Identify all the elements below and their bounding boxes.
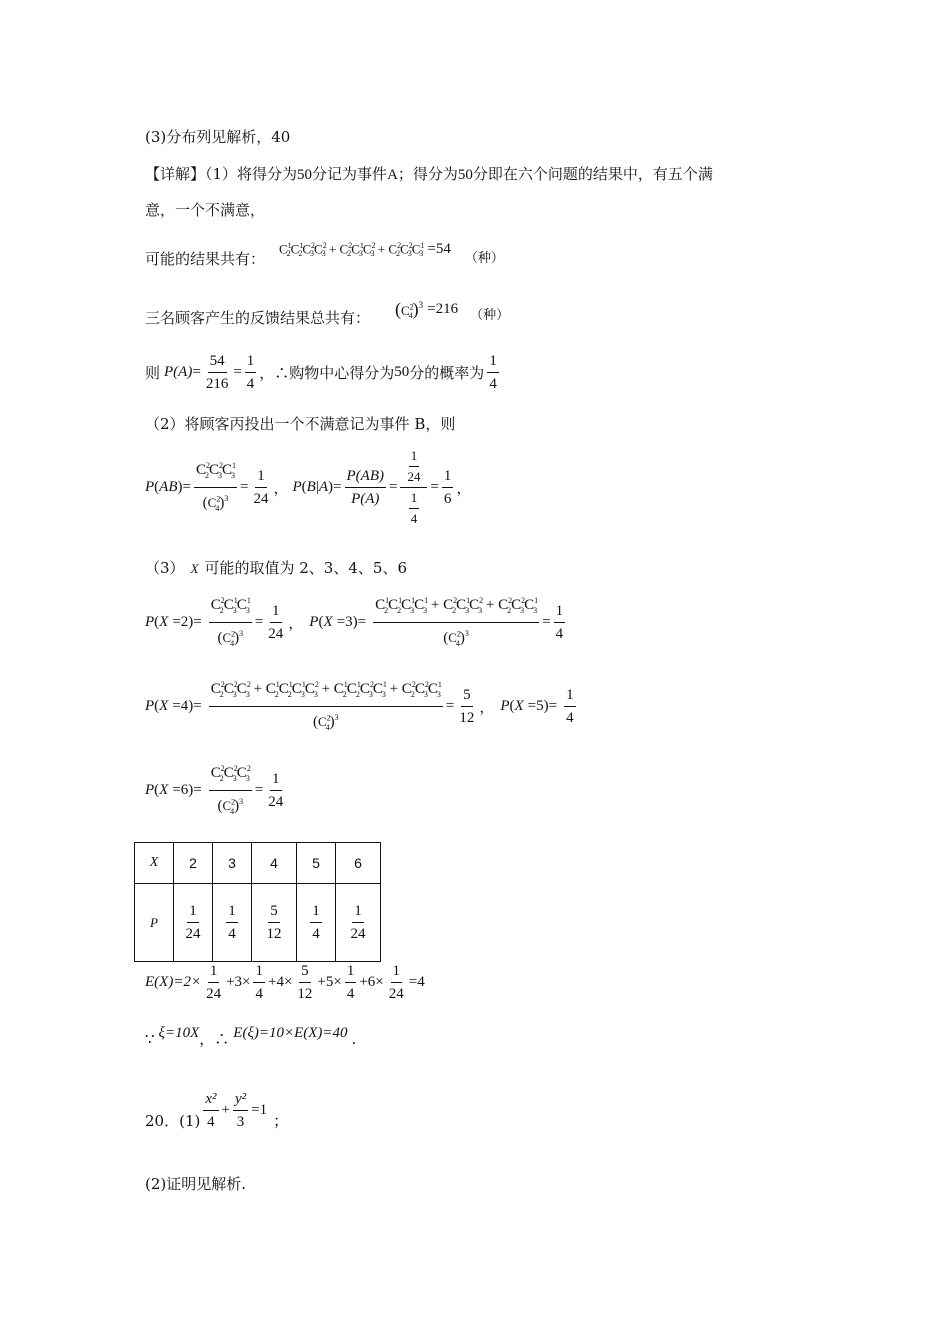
text: 分的概率为 — [409, 364, 485, 382]
value-cell: 5 — [297, 843, 336, 884]
total-line — [145, 308, 370, 328]
header-p: P — [135, 884, 174, 962]
frac-1-4: $\frac{1}{4}$ — [566, 686, 574, 726]
dot: . — [351, 1029, 357, 1048]
prob-cell: $\frac{1}{4}$ — [297, 884, 336, 962]
text: 【详解】（1）将得分为 — [145, 165, 298, 183]
frac-1-4: $\frac{1}{4}$ — [246, 353, 255, 392]
text: 20．(1) — [145, 1112, 201, 1130]
p-a: P(A) — [164, 364, 193, 380]
frac-1-24: $\frac{1}{24}$ — [268, 602, 284, 642]
frac-pab-pa: $\frac{P(AB)}{P(A)}$ — [346, 468, 384, 507]
frac-x2-4: $\frac{\text{x²}}{4}$ — [205, 1091, 217, 1130]
semicolon: ； — [273, 1112, 289, 1130]
value-cell: 2 — [174, 843, 213, 884]
text: 则 — [145, 364, 161, 382]
value-cell: 4 — [252, 843, 297, 884]
prob-cell: $\frac{1}{24}$ — [174, 884, 213, 962]
therefore: ，∴ — [199, 1030, 230, 1048]
frac-5-12: $\frac{5}{12}$ — [459, 686, 475, 726]
expect-head: E(X)=2× — [145, 974, 202, 990]
unit: （种） — [470, 308, 510, 323]
frac-1-4: $\frac{1}{4}$ — [555, 602, 564, 642]
outcomes-line — [145, 249, 265, 269]
prob-cell: $\frac{1}{24}$ — [336, 884, 381, 962]
frac-px6: $\frac{C^2_2C^2_3C^2_3}{(C^2_4)^3}$ — [209, 760, 252, 821]
probability-a-line: 则 P(A) = $\frac{54}{216}$ = $\frac{1}{4}$ ，∴购物中心得分为 50 分的概率为 $\frac{1}{4}$ — [145, 353, 497, 392]
value-cell: 3 — [213, 843, 252, 884]
answer-3-summary: (3)分布列见解析，40 — [145, 128, 291, 146]
xi-def: ξ=10X — [158, 1025, 200, 1041]
part-2-intro: （2）将顾客丙投出一个不满意记为事件 B，则 — [145, 415, 456, 433]
event-a: A — [387, 167, 398, 183]
value-cell: 6 — [336, 843, 381, 884]
conditional-probability: P ( AB )= $\frac{C^2_2C^2_3C^1_3}{(C^2_4)^3}$ = $\frac{1}{24}$ ， P ( B | A )= $\frac{P(AB)}{P(A)}$ = $\frac{\frac{1}{24}}{\frac{1}{4}}$ = $\frac{1}{6}$ ， — [145, 448, 472, 526]
question-20: 20．(1) $\frac{\text{x²}}{4}$ + $\frac{\text{y²}}{3}$ =1 ； — [145, 1091, 289, 1130]
exi: E(ξ)=10×E(X)=40 — [233, 1025, 348, 1041]
combination-product: $C^1_2C^1_2C^2_3C^2_3 + C^2_2C^1_3C^2_3 + C^2_2C^2_3C^1_3$ — [279, 240, 425, 259]
distribution-table — [134, 842, 381, 962]
part-3-intro — [145, 558, 407, 579]
text: 可能的取值为 2、3、4、5、6 — [204, 559, 407, 577]
frac-y2-3: $\frac{\text{y²}}{3}$ — [234, 1091, 247, 1130]
frac-px2: $\frac{C^2_2C^1_3C^1_3}{(C^2_4)^3}$ — [209, 592, 252, 653]
detail-line-2: 意，一个不满意， — [145, 201, 266, 219]
because: ∵ — [145, 1029, 155, 1048]
text: （3） — [145, 559, 185, 577]
table-row — [135, 884, 381, 962]
p-x6: P ( X =6)= $\frac{C^2_2C^2_3C^2_3}{(C^2_4)^3}$ = $\frac{1}{24}$ — [145, 760, 288, 821]
result: =216 — [427, 301, 459, 317]
frac-ab: $\frac{C^2_2C^2_3C^1_3}{(C^2_4)^3}$ — [194, 457, 237, 518]
outcomes-formula — [279, 233, 504, 266]
total-formula — [395, 296, 509, 323]
question-20-part2: (2)证明见解析. — [145, 1175, 247, 1193]
header-x: X — [135, 843, 174, 884]
p-x2-x3: P ( X =2)= $\frac{C^2_2C^1_3C^1_3}{(C^2_4)^3}$ = $\frac{1}{24}$ ， P ( X =3)= $\frac{C^1_2C^1_2C^1_3C^1_3 + C^2_2C^1_3C^2_3 + C^2_2C^2_3C^1_3}{(C^2_4)^3}$ = $\frac{1}{4}$ — [145, 592, 568, 653]
frac-1-6: $\frac{1}{6}$ — [443, 468, 452, 507]
text: 分记为事件 — [312, 165, 388, 183]
prob-cell: $\frac{5}{12}$ — [252, 884, 297, 962]
frac-1-4-b: $\frac{1}{4}$ — [489, 353, 497, 392]
unit: （种） — [464, 251, 504, 266]
num: 50 — [394, 364, 410, 380]
var-x: X — [190, 561, 199, 576]
prob-cell: $\frac{1}{4}$ — [213, 884, 252, 962]
num: 50 — [457, 167, 473, 183]
frac-54-216: $\frac{54}{216}$ — [205, 353, 229, 392]
num: 50 — [297, 167, 313, 183]
detail-line-1 — [145, 164, 713, 185]
expectation-line: E(X)=2× $\frac{1}{24}$ +3× $\frac{1}{4}$ +4× $\frac{5}{12}$ +5× $\frac{1}{4}$ +6× $\frac{1}{24}$ =4 — [145, 963, 425, 1002]
text: 分即在六个问题的结果中，有五个满 — [472, 165, 713, 183]
text: 三名顾客产生的反馈结果总共有： — [145, 309, 371, 327]
result: =54 — [427, 241, 451, 257]
text: 可能的结果共有： — [145, 250, 266, 268]
frac-1-24: $\frac{1}{24}$ — [268, 770, 284, 810]
table-row — [135, 843, 381, 884]
paren-combo: $(C^2_4)^3$ — [395, 298, 424, 321]
text: ；得分为 — [397, 165, 458, 183]
equals-one: =1 — [251, 1102, 268, 1118]
frac-px3: $\frac{C^1_2C^1_2C^1_3C^1_3 + C^2_2C^1_3C^2_3 + C^2_2C^2_3C^1_3}{(C^2_4)^3}$ — [373, 592, 539, 653]
frac-px4: $\frac{C^2_2C^2_3C^2_3 + C^1_2C^1_2C^1_3C^2_3 + C^1_2C^1_2C^2_3C^1_3 + C^2_2C^2_3C^1_3}{(C^2_4)^3}$ — [209, 676, 443, 737]
text: ，∴购物中心得分为 — [259, 364, 395, 382]
p-x4-x5: P ( X =4)= $\frac{C^2_2C^2_3C^2_3 + C^1_2C^1_2C^1_3C^2_3 + C^1_2C^1_2C^2_3C^1_3 + C^2_2C^2_3C^1_3}{(C^2_4)^3}$ = $\frac{5}{12}$ ， P ( X =5)= $\frac{1}{4}$ — [145, 676, 579, 737]
xi-line — [145, 1025, 357, 1049]
frac-1-24: $\frac{1}{24}$ — [253, 468, 269, 507]
frac-complex: $\frac{\frac{1}{24}}{\frac{1}{4}}$ — [400, 448, 427, 527]
